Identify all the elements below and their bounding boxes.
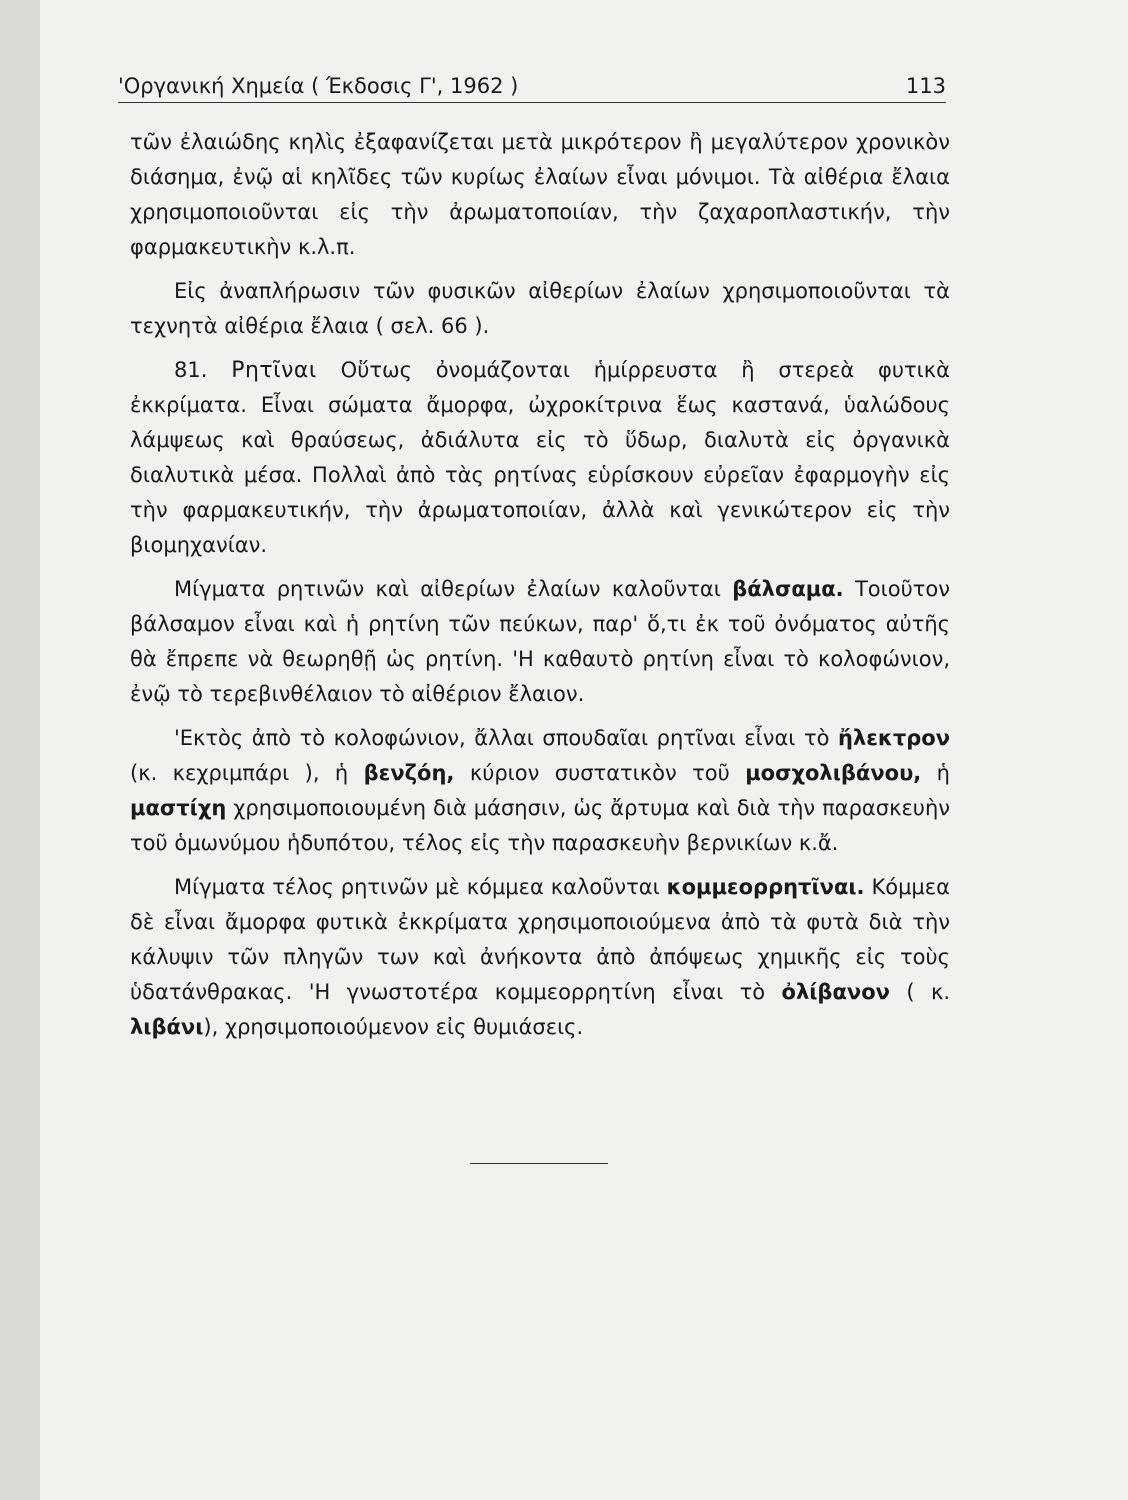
- section-end-rule: [470, 1163, 608, 1164]
- paragraph-balsams: [130, 572, 950, 712]
- gum-resins-text-b: Κόμμεα δὲ εἶναι ἄμορφα φυτικὰ ἐκκρίματα χρησιμοποιούμενα ἀπὸ τὰ φυτὰ διὰ τὴν κάλυψιν τῶν πληγῶν των καὶ ἀνήκοντα ἀπὸ ἀπόψεως χημικῆς εἰς τοὺς ὑδατάνθρακας. 'Η γνωστοτέρα κομμεορρητίνη εἶναι τὸ: [130, 875, 950, 1004]
- term-olivanon: ὀλίβανον: [781, 980, 890, 1004]
- other-resins-text-f: χρησιμοποιουμένη διὰ μάσησιν, ὡς ἄρτυμα καὶ διὰ τὴν παρασκευὴν τοῦ ὁμωνύμου ἡδυπότου, τέλος εἰς τὴν παρασκευὴν βερνικίων κ.ἄ.: [130, 796, 950, 855]
- body-text: [130, 125, 950, 1054]
- section-number: 81.: [174, 358, 208, 382]
- term-moscholivanou: μοσχολιβάνου,: [745, 761, 922, 785]
- paragraph-2: [130, 274, 950, 344]
- paragraph-2-text: Εἰς ἀναπλήρωσιν τῶν φυσικῶν αἰθερίων ἐλαίων χρησιμοποιοῦνται τὰ τεχνητὰ αἰθέρια ἔλαια ( σελ. 66 ).: [130, 279, 950, 338]
- paragraph-other-resins: [130, 721, 950, 861]
- gum-resins-text-d: ), χρησιμοποιούμενον εἰς θυμιάσεις.: [203, 1015, 584, 1039]
- other-resins-text-d: κύριον συστατικὸν τοῦ: [469, 761, 730, 785]
- gum-resins-text-a: Μίγματα τέλος ρητινῶν μὲ κόμμεα καλοῦνται: [174, 875, 660, 899]
- paragraph-resins-text: Οὕτως ὀνομάζονται ἡμίρρευστα ἢ στερεὰ φυτικὰ ἐκκρίματα. Εἶναι σώματα ἄμορφα, ὠχροκίτρινα ἕως καστανά, ὑαλώδους λάμψεως καὶ θραύσεως, ἀδιάλυτα εἰς τὸ ὕδωρ, διαλυτὰ εἰς ὀργανικὰ διαλυτικὰ μέσα. Πολλαὶ ἀπὸ τὰς ρητίνας εὑρίσκουν εὐρεῖαν ἐφαρμογὴν εἰς τὴν φαρμακευτικήν, τὴν ἀρωματοποιίαν, ἀλλὰ καὶ γενικώτερον εἰς τὴν βιομηχανίαν.: [130, 358, 950, 557]
- balsams-text-a: Μίγματα ρητινῶν καὶ αἰθερίων ἐλαίων καλοῦνται: [174, 577, 721, 601]
- running-header: [118, 62, 946, 103]
- paragraph-resins: [130, 353, 950, 563]
- balsams-text-b: Τοιοῦτον βάλσαμον εἶναι καὶ ἡ ρητίνη τῶν πεύκων, παρ' ὅ,τι ἐκ τοῦ ὀνόματος αὐτῆς θὰ ἔπρεπε νὰ θεωρηθῇ ὡς ρητίνη. 'Η καθαυτὸ ρητίνη εἶναι τὸ κολοφώνιον, ἐνῷ τὸ τερεβινθέλαιον τὸ αἰθέριον ἔλαιον.: [130, 577, 950, 706]
- paragraph-1-text: τῶν ἐλαιώδης κηλὶς ἐξαφανίζεται μετὰ μικρότερον ἢ μεγαλύτερον χρονικὸν διάσημα, ἐνῷ αἱ κηλῖδες τῶν κυρίως ἐλαίων εἶναι μόνιμοι. Τὰ αἰθέρια ἔλαια χρησιμοποιοῦνται εἰς τὴν ἀρωματοποιίαν, τὴν ζαχαροπλαστικήν, τὴν φαρμακευτικὴν κ.λ.π.: [130, 130, 950, 259]
- other-resins-text-a: 'Εκτὸς ἀπὸ τὸ κολοφώνιον, ἄλλαι σπουδαῖαι ρητῖναι εἶναι τὸ: [174, 726, 830, 750]
- paragraph-gum-resins: [130, 870, 950, 1045]
- other-resins-text-c: (κ. κεχριμπάρι ), ἡ: [130, 761, 349, 785]
- term-balsama: βάλσαμα.: [732, 577, 844, 601]
- term-kommeorritinai: κομμεορρητῖναι.: [666, 875, 865, 899]
- term-venzoi: βενζόη,: [363, 761, 455, 785]
- page-number: 113: [905, 74, 946, 98]
- term-livani: λιβάνι: [130, 1015, 204, 1039]
- gum-resins-text-c: ( κ.: [906, 980, 950, 1004]
- term-mastichi: μαστίχη: [130, 796, 227, 820]
- other-resins-text-e: ἡ: [936, 761, 950, 785]
- header-title: 'Οργανική Χημεία ( Έκδοσις Γ', 1962 ): [118, 74, 519, 98]
- section-heading: Ρητῖναι: [231, 358, 317, 383]
- paragraph-1: [130, 125, 950, 265]
- term-ilektron: ἤλεκτρον: [837, 726, 950, 750]
